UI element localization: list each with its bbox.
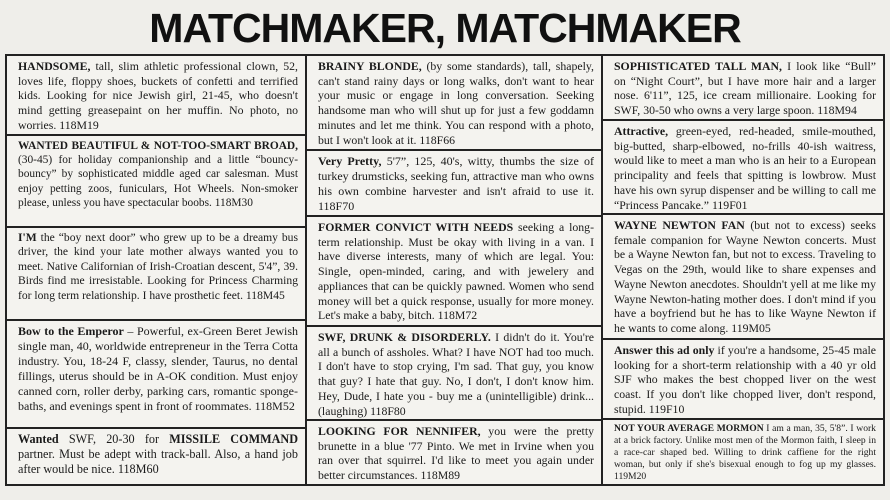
ad-headline: Wanted [18, 432, 59, 446]
ad-headline: WANTED BEAUTIFUL & NOT-TOO-SMART BROAD, [18, 140, 298, 152]
personal-ad [603, 213, 883, 338]
ad-headline: WAYNE NEWTON FAN [614, 218, 745, 232]
personal-ad [307, 149, 601, 215]
classifieds-grid [5, 54, 885, 486]
personal-ad [307, 215, 601, 325]
personal-ad [307, 419, 601, 484]
ad-body: (30-45) for holiday companionship and a little “bouncy-bouncy” by sophisticated middle aged car salesman. Must enjoy petting zoos, funiculars, Hot Wheels. Non-smoker please, unless you have spectacular boobs. 118M30 [18, 154, 298, 209]
page-title: MATCHMAKER, MATCHMAKER [149, 5, 741, 51]
personal-ad [307, 56, 601, 149]
ad-body: 5'7”, 125, 40's, witty, thumbs the size of turkey drumsticks, seeking fun, attractive man who owns his own combine harvester and isn't afraid to use it. 118F70 [318, 154, 594, 213]
ad-headline: I'M [18, 231, 37, 244]
ad-body: I look like “Bull” on “Night Court”, but I have more hair and a larger nose. 6'11”, 125, ice cream millionaire. Looking for SWF, 30-50 who owns a very large spoon. 118M94 [614, 59, 876, 118]
ad-headline: Very Pretty, [318, 154, 382, 168]
ad-headline: BRAINY BLONDE, [318, 59, 422, 73]
ad-headline: MISSILE COMMAND [169, 432, 298, 446]
column-3 [601, 56, 883, 484]
ad-headline: Attractive, [614, 124, 669, 138]
personal-ad [307, 325, 601, 419]
personal-ad [603, 119, 883, 213]
ad-headline: FORMER CONVICT WITH NEEDS [318, 220, 514, 234]
personal-ad [7, 56, 305, 134]
ad-body: seeking a long-term relationship. Must be okay with living in a van. I have diverse interests, many of which are legal. You: Single, open-minded, caring, and with jewelery and appliances that can be quickly pawned. Women who send money will bet a quick response, usually for more money. Let's make a baby, bitch. 118M72 [318, 220, 594, 323]
column-2 [305, 56, 601, 484]
ad-headline: HANDSOME, [18, 59, 91, 73]
personal-ad [603, 418, 883, 484]
ad-headline: Bow to the Emperor [18, 324, 124, 338]
personal-ad [7, 319, 305, 427]
ad-body: I am a man, 35, 5'8”. I work at a brick factory. Unlike most men of the Mormon faith, I sleep in a race-car shaped bed. Willing to drink caffiene for the right woman, but only if she's bisexual enough to fog up my glasses. 119M20 [614, 423, 876, 482]
personal-ad [603, 338, 883, 418]
ad-body: (by some standards), tall, shapely, can't stand rainy days or long walks, don't want to hear your music or engage in long conversation. Seeking handsome man who will shut up for just a few goddamn minutes and let me think. You can respond with a photo, but I won't look at it. 118F66 [318, 59, 594, 147]
ad-body: green-eyed, red-headed, smile-mouthed, big-butted, sharp-elbowed, no-frills 40-ish waitress, would like to meet a man who is an heir to a European principality and feels that spitting is lowbrow. Must have his own syrup dispenser and be willing to call me “Princess Pancake.” 119F01 [614, 124, 876, 212]
ad-body: SWF, 20-30 for [58, 432, 170, 446]
personal-ad [603, 56, 883, 119]
ad-body: (but not to excess) seeks female companion for Wayne Newton concerts. Must be a Wayne Newton fan, but not to excess. Traveling to Vegas on the 29th, would like to share expenses and Wayne Newton anecdotes. Shouldn't yell at me like my Wayne Newton-hating mother does. I don't mind if you have a boyfriend but he has to like Wayne Newton if he wants to come along. 119M05 [614, 218, 876, 335]
ad-body: you were the pretty brunette in a blue '77 Pinto. We met in Irvine when you ran over that squirrel. I'd like to meet you again under better circumstances. 118M89 [318, 424, 595, 483]
ad-body: the “boy next door” who grew up to be a dreamy bus driver, the kind your late mother always wanted you to meet. Native Californian of Irish-Croatian descent, 5'4”, 39. Birds find me irresistable. Looking for Princess Charming for long term relationship. I have prosthetic feet. 118M45 [18, 231, 298, 302]
ad-body: if you're a handsome, 25-45 male looking for a short-term relationship with a 40 yr old SJF who makes the best chopped liver on the west coast. If you don't like chopped liver, don't respond, stupid. 119F10 [614, 343, 877, 416]
personal-ad [7, 134, 305, 226]
ad-body: partner. Must be adept with track-ball. Also, a hand job after would be nice. 118M60 [18, 447, 298, 477]
personal-ad [7, 427, 305, 484]
ad-headline: LOOKING FOR NENNIFER, [318, 424, 481, 438]
ad-headline: NOT YOUR AVERAGE MORMON [614, 423, 764, 434]
ad-headline: SWF, DRUNK & DISORDERLY. [318, 330, 491, 344]
ad-headline: Answer this ad only [614, 343, 715, 357]
ad-body: – Powerful, ex-Green Beret Jewish single man, 40, worldwide entrepreneur in the Terra Cotta industry. You, 18-24 F, classy, slender, Taurus, no dental fillings, uterus should be in A-OK condition. Must enjoy canned corn, roller derby, parking cars, romantic sponge-baths, and evenings spent in front of roommates. 118M52 [18, 324, 298, 413]
ad-body: tall, slim athletic professional clown, 52, loves life, floppy shoes, buckets of confetti and terrified kids. Looking for nice Jewish girl, 21-45, who doesn't mind getting greasepaint on her muffin. No photo, no worries. 118M19 [18, 59, 298, 132]
personal-ad [7, 226, 305, 319]
ad-body: I didn't do it. You're all a bunch of assholes. What? I have NOT had too much. I don't have to stop crying, I'm sad. That guy, you know that guy? I hate that guy. No, I don't, I don't know him. Hey, Dude, I hate you - buy me a (unintelligible) drink...(laughing) 118F80 [318, 330, 594, 418]
column-1 [7, 56, 305, 484]
ad-headline: SOPHISTICATED TALL MAN, [614, 59, 782, 73]
